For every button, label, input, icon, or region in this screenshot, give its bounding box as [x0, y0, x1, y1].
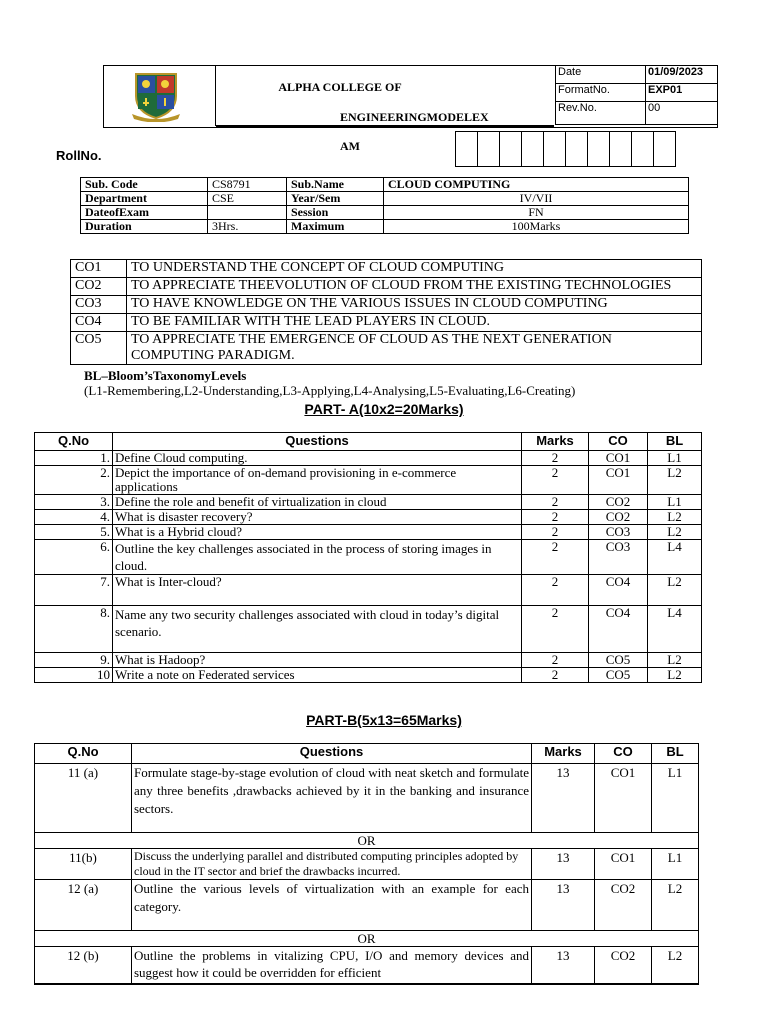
- marks: 2: [522, 451, 589, 466]
- qno: 7.: [35, 575, 113, 606]
- roll-no-box[interactable]: [566, 132, 588, 167]
- department-label: Department: [81, 192, 208, 206]
- bl: L1: [648, 451, 702, 466]
- year-sem-label: Year/Sem: [287, 192, 384, 206]
- bloom-title: BL–Bloom’sTaxonomyLevels: [84, 368, 247, 383]
- bl: L1: [652, 849, 699, 880]
- roll-no-box[interactable]: [632, 132, 654, 167]
- part-a-table: [34, 432, 702, 683]
- question: Depict the importance of on-demand provisioning in e-commerce applications: [113, 466, 522, 495]
- table-row: [35, 880, 699, 931]
- col-header-qno: Q.No: [35, 744, 132, 764]
- question: What is Hadoop?: [113, 653, 522, 668]
- bl: L2: [648, 653, 702, 668]
- table-row: [35, 466, 702, 495]
- co-text: TO APPRECIATE THE EMERGENCE OF CLOUD AS THE NEXT GENERATION COMPUTING PARADIGM.: [127, 332, 702, 365]
- sub-name-label: Sub.Name: [287, 178, 384, 192]
- marks: 2: [522, 510, 589, 525]
- marks: 13: [532, 947, 595, 985]
- qno: 3.: [35, 495, 113, 510]
- or-separator: OR: [35, 833, 699, 849]
- qno: 10: [35, 668, 113, 683]
- bl: L1: [652, 764, 699, 833]
- roll-no-box[interactable]: [610, 132, 632, 167]
- bloom-levels: (L1-Remembering,L2-Understanding,L3-Applying,L4-Analysing,L5-Evaluating,L6-Creating): [84, 383, 576, 398]
- table-row: [35, 495, 702, 510]
- header-divider: [215, 65, 216, 126]
- co: CO1: [589, 451, 648, 466]
- qno: 4.: [35, 510, 113, 525]
- question: Write a note on Federated services: [113, 668, 522, 683]
- marks: 2: [522, 525, 589, 540]
- roll-no-box[interactable]: [522, 132, 544, 167]
- question: Define the role and benefit of virtualization in cloud: [113, 495, 522, 510]
- co: CO4: [589, 606, 648, 653]
- table-row: [35, 668, 702, 683]
- bl: L1: [648, 495, 702, 510]
- question: Outline the various levels of virtualization with an example for each category.: [132, 880, 532, 931]
- col-header-co: CO: [595, 744, 652, 764]
- date-of-exam-label: DateofExam: [81, 206, 208, 220]
- roll-no-box[interactable]: [478, 132, 500, 167]
- bl: L2: [648, 510, 702, 525]
- co: CO1: [595, 764, 652, 833]
- qno: 1.: [35, 451, 113, 466]
- co: CO1: [595, 849, 652, 880]
- co: CO2: [595, 880, 652, 931]
- question: Formulate stage-by-stage evolution of cloud with neat sketch and formulate any three benefits ,drawbacks achieved by it in the banking and insurance sectors.: [132, 764, 532, 833]
- roll-no-box[interactable]: [588, 132, 610, 167]
- co-code: CO1: [71, 260, 127, 278]
- question: Outline the key challenges associated in the process of storing images in cloud.: [113, 540, 522, 575]
- department-value: CSE: [208, 192, 287, 206]
- bl: L4: [648, 540, 702, 575]
- header-underline: [216, 125, 554, 127]
- table-row: [35, 510, 702, 525]
- date-of-exam-value: [208, 206, 287, 220]
- co: CO2: [595, 947, 652, 985]
- marks: 2: [522, 653, 589, 668]
- co-text: TO HAVE KNOWLEDGE ON THE VARIOUS ISSUES IN CLOUD COMPUTING: [127, 296, 702, 314]
- marks: 13: [532, 764, 595, 833]
- course-outcomes-table: [70, 259, 702, 365]
- qno: 11(b): [35, 849, 132, 880]
- date-label: Date: [556, 66, 646, 84]
- bl: L2: [648, 668, 702, 683]
- co: CO5: [589, 668, 648, 683]
- year-sem-value: IV/VII: [384, 192, 689, 206]
- rev-no-label: Rev.No.: [556, 102, 646, 125]
- question: Define Cloud computing.: [113, 451, 522, 466]
- session-value: FN: [384, 206, 689, 220]
- question: What is a Hybrid cloud?: [113, 525, 522, 540]
- maximum-value: 100Marks: [384, 220, 689, 234]
- co-text: TO UNDERSTAND THE CONCEPT OF CLOUD COMPUTING: [127, 260, 702, 278]
- qno: 9.: [35, 653, 113, 668]
- co: CO2: [589, 510, 648, 525]
- roll-no-box[interactable]: [456, 132, 478, 167]
- marks: 2: [522, 606, 589, 653]
- college-name-line2: ENGINEERINGMODELEX: [340, 110, 489, 124]
- table-row: [35, 653, 702, 668]
- duration-value: 3Hrs.: [208, 220, 287, 234]
- maximum-label: Maximum: [287, 220, 384, 234]
- marks: 2: [522, 540, 589, 575]
- qno: 11 (a): [35, 764, 132, 833]
- col-header-marks: Marks: [532, 744, 595, 764]
- date-value: 01/09/2023: [646, 66, 718, 84]
- table-row: [35, 540, 702, 575]
- marks: 2: [522, 575, 589, 606]
- college-crest-icon: [130, 70, 182, 122]
- college-name-line3: AM: [340, 139, 360, 153]
- question: What is disaster recovery?: [113, 510, 522, 525]
- question: Outline the problems in vitalizing CPU, I/O and memory devices and suggest how it could be overridden for efficient: [132, 947, 532, 985]
- co: CO2: [589, 495, 648, 510]
- table-row: [35, 525, 702, 540]
- col-header-questions: Questions: [132, 744, 532, 764]
- co: CO5: [589, 653, 648, 668]
- college-name-line1: ALPHA COLLEGE OF: [278, 80, 402, 94]
- sub-code-label: Sub. Code: [81, 178, 208, 192]
- table-row: [35, 947, 699, 985]
- rev-no-value: 00: [646, 102, 718, 125]
- qno: 5.: [35, 525, 113, 540]
- co-code: CO3: [71, 296, 127, 314]
- table-row: [35, 764, 699, 833]
- sub-code-value: CS8791: [208, 178, 287, 192]
- marks: 2: [522, 668, 589, 683]
- bl: L2: [648, 466, 702, 495]
- qno: 12 (b): [35, 947, 132, 985]
- qno: 6.: [35, 540, 113, 575]
- co: CO4: [589, 575, 648, 606]
- marks: 13: [532, 849, 595, 880]
- col-header-marks: Marks: [522, 433, 589, 451]
- roll-no-box[interactable]: [544, 132, 566, 167]
- table-row: [35, 606, 702, 653]
- co: CO3: [589, 540, 648, 575]
- format-no-label: FormatNo.: [556, 84, 646, 102]
- marks: 2: [522, 466, 589, 495]
- part-b-title: PART-B(5x13=65Marks): [306, 712, 462, 728]
- marks: 2: [522, 495, 589, 510]
- duration-label: Duration: [81, 220, 208, 234]
- part-a-title: PART- A(10x2=20Marks): [304, 401, 464, 417]
- co-code: CO5: [71, 332, 127, 365]
- qno: 8.: [35, 606, 113, 653]
- format-no-value: EXP01: [646, 84, 718, 102]
- question: Discuss the underlying parallel and distributed computing principles adopted by cloud in the IT sector and brief the drawbacks incurred.: [132, 849, 532, 880]
- sub-name-value: CLOUD COMPUTING: [384, 178, 689, 192]
- co-text: TO BE FAMILIAR WITH THE LEAD PLAYERS IN CLOUD.: [127, 314, 702, 332]
- col-header-qno: Q.No: [35, 433, 113, 451]
- session-label: Session: [287, 206, 384, 220]
- table-row: [35, 451, 702, 466]
- bl: L2: [648, 575, 702, 606]
- part-b-table: [34, 743, 699, 985]
- format-meta-table: [555, 65, 718, 125]
- co-code: CO4: [71, 314, 127, 332]
- roll-no-box[interactable]: [654, 132, 676, 167]
- exam-info-table: [80, 177, 689, 234]
- table-row: [35, 849, 699, 880]
- co: CO1: [589, 466, 648, 495]
- bl: L2: [652, 947, 699, 985]
- bl: L2: [652, 880, 699, 931]
- col-header-co: CO: [589, 433, 648, 451]
- bl: L4: [648, 606, 702, 653]
- marks: 13: [532, 880, 595, 931]
- col-header-bl: BL: [652, 744, 699, 764]
- roll-no-box[interactable]: [500, 132, 522, 167]
- table-row: [35, 575, 702, 606]
- question: Name any two security challenges associated with cloud in today’s digital scenario.: [113, 606, 522, 653]
- roll-no-label: RollNo.: [56, 148, 102, 163]
- co-text: TO APPRECIATE THEEVOLUTION OF CLOUD FROM THE EXISTING TECHNOLOGIES: [127, 278, 702, 296]
- bl: L2: [648, 525, 702, 540]
- col-header-bl: BL: [648, 433, 702, 451]
- qno: 2.: [35, 466, 113, 495]
- question: What is Inter-cloud?: [113, 575, 522, 606]
- co: CO3: [589, 525, 648, 540]
- roll-no-boxes: [455, 131, 676, 167]
- col-header-questions: Questions: [113, 433, 522, 451]
- or-separator: OR: [35, 931, 699, 947]
- qno: 12 (a): [35, 880, 132, 931]
- co-code: CO2: [71, 278, 127, 296]
